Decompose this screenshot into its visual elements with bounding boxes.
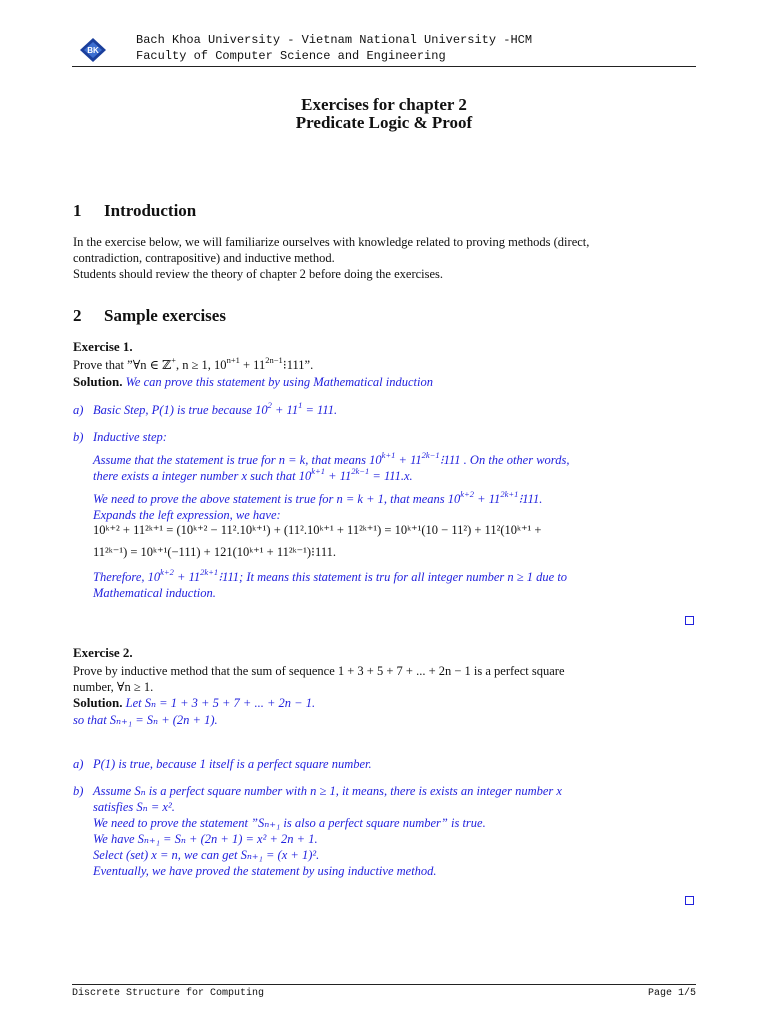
intro-paragraph xyxy=(73,234,696,282)
solution-label: Solution. xyxy=(73,374,123,389)
exercise-2-statement xyxy=(73,663,696,695)
exercise-1-heading: Exercise 1. xyxy=(73,339,133,354)
footer-rule xyxy=(72,984,696,985)
statement-line: number, ∀n ≥ 1. xyxy=(73,680,154,694)
proof-line: there exists a integer number x such that $10^{k+1} + 11^{2k-1} = 111.x$. xyxy=(93,465,413,483)
proof-line: Mathematical induction. xyxy=(93,586,216,600)
solution-label: Solution. xyxy=(73,695,123,710)
section-heading-sample-exercises xyxy=(73,306,226,326)
footer-page-number: Page 1/5 xyxy=(647,988,696,999)
section-title: Sample exercises xyxy=(104,306,226,325)
header-rule xyxy=(72,66,696,67)
header-faculty: Faculty of Computer Science and Engineering xyxy=(136,49,446,63)
proof-line: Assume that the statement is true for n = k, that means $10^{k+1}$ + $11^{2k-1}⁝111$ . On the other words, xyxy=(93,449,570,467)
intro-line: Students should review the theory of chapter 2 before doing the exercises. xyxy=(73,267,444,281)
exercise-2-solution xyxy=(73,695,696,711)
header-university: Bach Khoa University - Vietnam National University -HCM xyxy=(136,33,533,47)
logo-text: BK xyxy=(87,46,99,55)
proof-line: Eventually, we have proved the statement by using inductive method. xyxy=(93,864,437,878)
doc-title-line2: Predicate Logic & Proof xyxy=(295,113,473,132)
exercise-1-statement: Prove that ”∀n ∈ ℤ+, n ≥ 1, $10^{n+1}$ + $11^{2n-1}⁝111$”. xyxy=(73,354,314,372)
exercise-1-conclusion xyxy=(93,566,696,601)
exercise-2-step-a: a) P(1) is true, because 1 itself is a perfect square number. xyxy=(73,757,372,771)
exercise-2-step-b: b) Assume Sₙ is a perfect square number with n ≥ 1, it means, there is exists an integer number x xyxy=(73,784,562,798)
university-logo xyxy=(79,37,107,63)
intro-line: In the exercise below, we will familiarize ourselves with knowledge related to proving methods (direct, xyxy=(73,235,590,249)
solution-text: We can prove this statement by using Mathematical induction xyxy=(125,375,433,389)
exercise-1-inductive-body xyxy=(93,449,696,523)
proof-line: 10ᵏ⁺² + 11²ᵏ⁺¹ = (10ᵏ⁺² − 11².10ᵏ⁺¹) + (11².10ᵏ⁺¹ + 11²ᵏ⁺¹) = 10ᵏ⁺¹(10 − 11²) + 11²(10ᵏ⁺¹ + xyxy=(93,523,542,537)
section-number: 1 xyxy=(73,201,82,220)
section-number: 2 xyxy=(73,306,82,325)
proof-line: Select (set) x = n, we can get Sₙ₊₁ = (x + 1)². xyxy=(93,848,320,862)
exercise-1-solution xyxy=(73,374,696,390)
proof-line: 11²ᵏ⁻¹) = 10ᵏ⁺¹(−111) + 121(10ᵏ⁺¹ + 11²ᵏ⁻¹)⁝111. xyxy=(93,545,336,559)
doc-title-line1: Exercises for chapter 2 xyxy=(301,95,467,114)
intro-line: contradiction, contrapositive) and inductive method. xyxy=(73,251,335,265)
proof-line: We need to prove the above statement is true for n = k + 1, that means $10^{k+2}$ + $11^{2k+1}⁝111$. xyxy=(93,488,543,506)
statement-line: Prove by inductive method that the sum of sequence 1 + 3 + 5 + 7 + ... + 2n − 1 is a perfect square xyxy=(73,664,565,678)
exercise-2-recurrence: so that Sₙ₊₁ = Sₙ + (2n + 1). xyxy=(73,713,218,727)
proof-line: Expands the left expression, we have: xyxy=(93,508,281,522)
solution-text: Let Sₙ = 1 + 3 + 5 + 7 + ... + 2n − 1. xyxy=(125,696,316,710)
exercise-2-inductive-body xyxy=(93,799,696,879)
proof-line: We need to prove the statement ”Sₙ₊₁ is also a perfect square number” is true. xyxy=(93,816,486,830)
exercise-1-step-a: a) Basic Step, P(1) is true because $10^2 + 11^1 = 111$. xyxy=(73,399,338,417)
qed-box-icon xyxy=(685,896,694,905)
proof-line: Therefore, $10^{k+2}$ + $11^{2k+1}⁝111$; It means this statement is tru for all integer number n ≥ 1 due to xyxy=(93,566,568,584)
section-title: Introduction xyxy=(104,201,197,220)
exercise-1-step-b: b) Inductive step: xyxy=(73,430,167,444)
proof-line: satisfies Sₙ = x². xyxy=(93,800,175,814)
footer-course: Discrete Structure for Computing xyxy=(72,988,265,999)
proof-line: We have Sₙ₊₁ = Sₙ + (2n + 1) = x² + 2n + 1. xyxy=(93,832,318,846)
exercise-1-expansion xyxy=(93,522,696,560)
exercise-2-heading: Exercise 2. xyxy=(73,645,133,660)
section-heading-introduction xyxy=(73,201,196,221)
qed-box-icon xyxy=(685,616,694,625)
